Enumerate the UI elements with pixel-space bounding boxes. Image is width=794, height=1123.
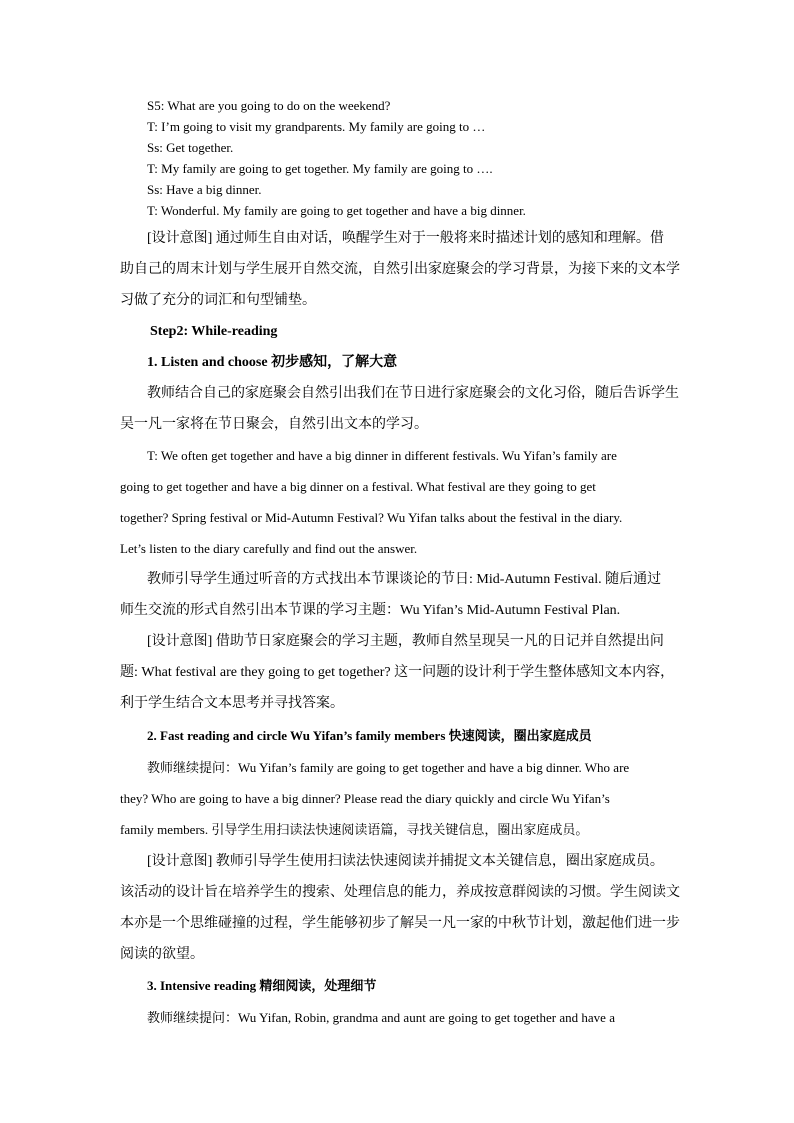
paragraph-line: going to get together and have a big dinner on a festival. What festival are they going to get (120, 479, 596, 494)
dialogue-line: Ss: Get together. (147, 140, 234, 155)
section-heading: 3. Intensive reading 精细阅读，处理细节 (147, 978, 377, 993)
dialogue-line: Ss: Have a big dinner. (147, 182, 262, 197)
design-intent-line: [设计意图] 通过师生自由对话，唤醒学生对于一般将来时描述计划的感知和理解。借 (147, 231, 664, 246)
section-heading: 2. Fast reading and circle Wu Yifan’s family members 快速阅读，圈出家庭成员 (147, 728, 592, 743)
design-intent-line: 利于学生结合文本思考并寻找答案。 (120, 696, 344, 711)
design-intent-line: 习做了充分的词汇和句型铺垫。 (120, 293, 316, 308)
paragraph-line: they? Who are going to have a big dinner? Please read the diary quickly and circle Wu Yifan’s (120, 791, 610, 806)
paragraph-line: 教师结合自己的家庭聚会自然引出我们在节日进行家庭聚会的文化习俗，随后告诉学生 (147, 386, 679, 401)
design-intent-line: 阅读的欲望。 (120, 947, 204, 962)
dialogue-line: S5: What are you going to do on the weekend? (147, 98, 391, 113)
paragraph-line: 师生交流的形式自然引出本节课的学习主题：Wu Yifan’s Mid-Autumn Festival Plan. (120, 603, 621, 618)
paragraph-line: together? Spring festival or Mid-Autumn Festival? Wu Yifan talks about the festival in the diary. (120, 510, 623, 525)
paragraph-line: 教师继续提问：Wu Yifan, Robin, grandma and aunt are going to get together and have a (147, 1010, 615, 1025)
dialogue-line: T: Wonderful. My family are going to get together and have a big dinner. (147, 203, 526, 218)
paragraph-line: Let’s listen to the diary carefully and find out the answer. (120, 541, 418, 556)
paragraph-line: family members. 引导学生用扫读法快速阅读语篇，寻找关键信息，圈出家庭成员。 (120, 822, 589, 837)
paragraph-line: T: We often get together and have a big dinner in different festivals. Wu Yifan’s family are (147, 448, 617, 463)
design-intent-line: 助自己的周末计划与学生展开自然交流，自然引出家庭聚会的学习背景，为接下来的文本学 (120, 262, 680, 277)
design-intent-line: 该活动的设计旨在培养学生的搜索、处理信息的能力，养成按意群阅读的习惯。学生阅读文 (120, 885, 680, 900)
design-intent-line: [设计意图] 教师引导学生使用扫读法快速阅读并捕捉文本关键信息，圈出家庭成员。 (147, 854, 664, 869)
design-intent-line: [设计意图] 借助节日家庭聚会的学习主题，教师自然呈现吴一凡的日记并自然提出问 (147, 634, 664, 649)
dialogue-line: T: My family are going to get together. My family are going to …. (147, 161, 493, 176)
design-intent-line: 本亦是一个思维碰撞的过程，学生能够初步了解吴一凡一家的中秋节计划，激起他们进一步 (120, 916, 680, 931)
paragraph-line: 教师引导学生通过听音的方式找出本节课谈论的节日: Mid-Autumn Festival. 随后通过 (147, 572, 662, 587)
paragraph-line: 吴一凡一家将在节日聚会，自然引出文本的学习。 (120, 417, 428, 432)
design-intent-line: 题: What festival are they going to get together? 这一问题的设计利于学生整体感知文本内容， (120, 665, 675, 680)
paragraph-line: 教师继续提问：Wu Yifan’s family are going to get together and have a big dinner. Who are (147, 760, 630, 775)
dialogue-line: T: I’m going to visit my grandparents. My family are going to … (147, 119, 486, 134)
section-heading: 1. Listen and choose 初步感知，了解大意 (147, 355, 398, 370)
step-heading: Step2: While-reading (150, 324, 278, 339)
